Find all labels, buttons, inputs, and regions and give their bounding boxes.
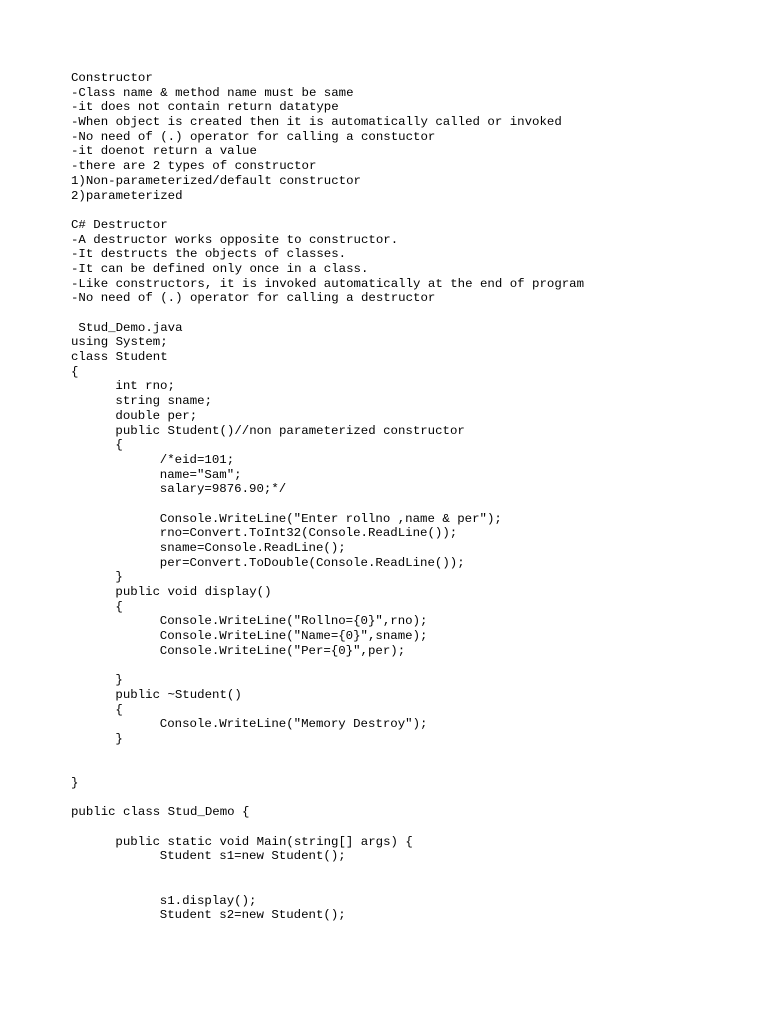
text-line: Console.WriteLine("Name={0}",sname); (159, 629, 428, 644)
text-line: -No need of (.) operator for calling a constuctor (71, 129, 436, 144)
text-line: -Like constructors, it is invoked automatically at the end of program (71, 276, 585, 291)
text-line: { (115, 599, 123, 614)
text-line: Student s1=new Student(); (159, 849, 346, 864)
text-line: -It destructs the objects of classes. (71, 247, 347, 262)
text-line: public ~Student() (115, 687, 242, 702)
text-line (71, 820, 751, 835)
text-line: Constructor (71, 71, 153, 85)
text-line: class Student (71, 350, 168, 365)
text-line: per=Convert.ToDouble(Console.ReadLine()); (159, 555, 465, 570)
text-line: { (115, 702, 123, 717)
text-line: using System; (71, 335, 168, 350)
text-line (71, 203, 751, 218)
text-line: } (115, 570, 123, 585)
text-line: Console.WriteLine("Enter rollno ,name & per"); (159, 511, 502, 526)
text-line: -When object is created then it is automatically called or invoked (71, 115, 562, 130)
text-line: -It can be defined only once in a class. (71, 261, 369, 276)
text-line: sname=Console.ReadLine(); (159, 541, 346, 555)
text-line (71, 791, 751, 806)
text-line: double per; (115, 408, 198, 423)
text-line: -No need of (.) operator for calling a destructor (71, 291, 436, 306)
text-line: } (115, 673, 123, 688)
text-line: Student s2=new Student(); (159, 908, 346, 923)
text-line: -Class name & method name must be same (71, 85, 354, 100)
text-line: { (71, 364, 79, 379)
text-line: { (115, 438, 123, 453)
text-line: -it doenot return a value (71, 144, 257, 159)
text-line: 1)Non-parameterized/default constructor (71, 173, 361, 188)
text-line: Console.WriteLine("Per={0}",per); (159, 643, 406, 658)
text-line: Stud_Demo.java (71, 320, 183, 335)
text-line: Console.WriteLine("Rollno={0}",rno); (159, 614, 428, 629)
text-line: } (71, 776, 79, 790)
document-body (71, 71, 751, 923)
text-line: } (115, 731, 123, 746)
text-line: salary=9876.90;*/ (159, 482, 287, 497)
text-line (71, 879, 751, 894)
text-line: -A destructor works opposite to constructor. (71, 232, 399, 247)
text-line: 2)parameterized (71, 188, 183, 203)
text-line: public Student()//non parameterized constructor (115, 423, 465, 438)
text-line: int rno; (115, 379, 175, 394)
text-line (71, 659, 751, 674)
text-line: public static void Main(string[] args) { (115, 834, 413, 849)
text-line: C# Destructor (71, 217, 168, 232)
text-line (71, 864, 751, 879)
text-line: -it does not contain return datatype (71, 100, 339, 115)
text-line: s1.display(); (159, 893, 257, 908)
text-line: rno=Convert.ToInt32(Console.ReadLine()); (159, 526, 458, 541)
text-line: public class Stud_Demo { (71, 805, 250, 820)
text-line: public void display() (115, 585, 272, 600)
text-line: Console.WriteLine("Memory Destroy"); (159, 717, 428, 732)
text-line: string sname; (115, 394, 213, 409)
text-line (71, 761, 751, 776)
text-line: /*eid=101; (159, 452, 235, 467)
text-line (71, 306, 751, 321)
text-line: -there are 2 types of constructor (71, 159, 317, 174)
text-line (71, 747, 751, 762)
text-line: name="Sam"; (159, 467, 242, 482)
text-line (71, 497, 751, 512)
